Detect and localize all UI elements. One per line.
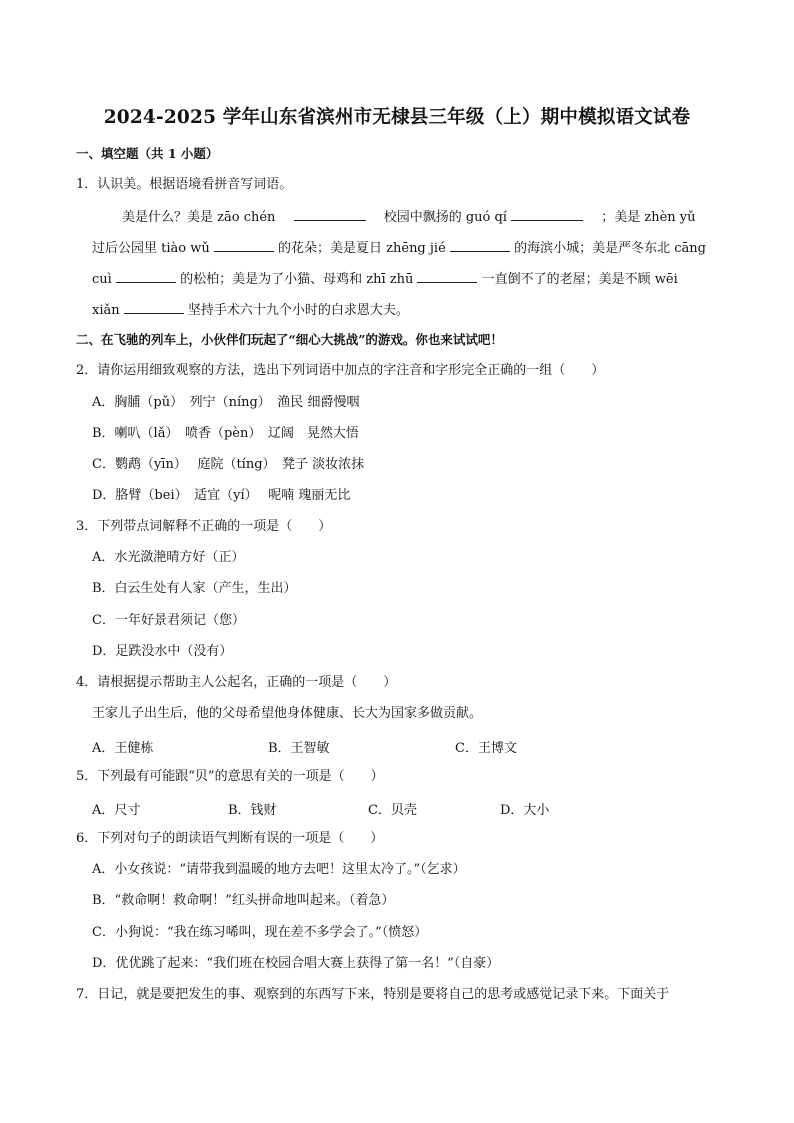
q2-option-d[interactable]: D．胳臂（bei） 适宜（yí） 呢喃 瑰丽无比	[92, 488, 351, 503]
answer-blank[interactable]	[294, 207, 366, 221]
q3-option-d[interactable]: D．足跌没水中（没有）	[92, 644, 233, 659]
q2-option-a[interactable]: A．胸脯（pǔ） 列宁（níng） 渔民 细爵慢咽	[92, 395, 360, 410]
q4-option-a[interactable]: A．王健栋	[92, 741, 154, 756]
q1-text: 校园中飘扬的 guó qí	[383, 210, 507, 225]
q1-text: cuì	[92, 272, 112, 287]
q1-text: 美是什么？美是 zāo chén	[122, 210, 276, 225]
answer-blank[interactable]	[450, 238, 510, 252]
q5-stem: 5．下列最有可能跟“贝”的意思有关的一项是（ ）	[76, 769, 384, 784]
q4-stem: 4．请根据提示帮助主人公起名，正确的一项是（ ）	[76, 675, 397, 690]
q1-text: 坚持手术六十九个小时的白求恩大夫。	[187, 303, 409, 318]
answer-blank[interactable]	[417, 269, 477, 283]
q6-stem: 6．下列对句子的朗读语气判断有误的一项是（ ）	[76, 831, 384, 846]
q5-option-b[interactable]: B．钱财	[228, 803, 277, 818]
q1-stem: 1．认识美。根据语境看拼音写词语。	[76, 177, 293, 192]
q6-option-a[interactable]: A．小女孩说：“请带我到温暖的地方去吧！这里太冷了。”（乞求）	[92, 862, 466, 877]
q4-option-b[interactable]: B．王智敏	[268, 741, 330, 756]
q2-stem: 2．请你运用细致观察的方法，选出下列词语中加点的字注音和字形完全正确的一组（ ）	[76, 363, 605, 378]
q2-option-b[interactable]: B．喇叭（lǎ） 喷香（pèn） 辽阔 晃然大悟	[92, 426, 359, 441]
q4-context: 王家儿子出生后，他的父母希望他身体健康、长大为国家多做贡献。	[92, 706, 483, 721]
q5-option-c[interactable]: C．贝壳	[368, 803, 417, 818]
q5-option-d[interactable]: D．大小	[500, 803, 550, 818]
q1-text: 过后公园里 tiào wǔ	[92, 241, 210, 256]
q5-option-a[interactable]: A．尺寸	[92, 803, 141, 818]
q1-text: ；美是 zhèn yǔ	[601, 210, 696, 225]
q1-text: 的海滨小城；美是严冬东北 cāng	[514, 241, 706, 256]
q3-option-b[interactable]: B．白云生处有人家（产生，生出）	[92, 581, 297, 596]
q3-stem: 3．下列带点词解释不正确的一项是（ ）	[76, 519, 332, 534]
answer-blank[interactable]	[214, 238, 274, 252]
q1-text: xiǎn	[92, 303, 120, 318]
answer-blank[interactable]	[511, 207, 583, 221]
section-2-heading: 二、在飞驰的列车上，小伙伴们玩起了“细心大挑战”的游戏。你也来试试吧！	[76, 332, 503, 347]
q1-text: 的花朵；美是夏日 zhēng jié	[278, 241, 446, 256]
q3-option-c[interactable]: C．一年好景君须记（您）	[92, 613, 245, 628]
q6-option-c[interactable]: C．小狗说：“我在练习唏叫，现在差不多学会了。”（愤怒）	[92, 925, 428, 940]
answer-blank[interactable]	[124, 300, 184, 314]
q6-option-d[interactable]: D．优优跳了起来：“我们班在校园合唱大赛上获得了第一名！”（自豪）	[92, 956, 500, 971]
q1-paragraph-line-4	[92, 300, 409, 320]
section-1-heading: 一、填空题（共 1 小题）	[76, 146, 219, 161]
q7-stem: 7．日记，就是要把发生的事、观察到的东西写下来，特别是要将自己的思考或感觉记录下来。下面关于	[76, 987, 670, 1002]
q1-paragraph-line-2	[92, 238, 706, 258]
q4-option-c[interactable]: C．王博文	[455, 741, 517, 756]
q1-text: 一直倒不了的老屋；美是不顾 wēi	[481, 272, 678, 287]
q1-paragraph-line-3	[92, 269, 678, 289]
q3-option-a[interactable]: A．水光潋滟晴方好（正）	[92, 550, 245, 565]
answer-blank[interactable]	[116, 269, 176, 283]
q2-option-c[interactable]: C．鹦鹉（yīn） 庭院（tíng） 凳子 淡妆浓抹	[92, 457, 365, 472]
q1-paragraph-line-1	[122, 207, 696, 227]
q6-option-b[interactable]: B．“救命啊！救命啊！”红头拼命地叫起来。（着急）	[92, 893, 395, 908]
q1-text: 的松柏；美是为了小猫、母鸡和 zhī zhū	[180, 272, 414, 287]
page-title: 2024-2025 学年山东省滨州市无棣县三年级（上）期中模拟语文试卷	[103, 107, 691, 128]
